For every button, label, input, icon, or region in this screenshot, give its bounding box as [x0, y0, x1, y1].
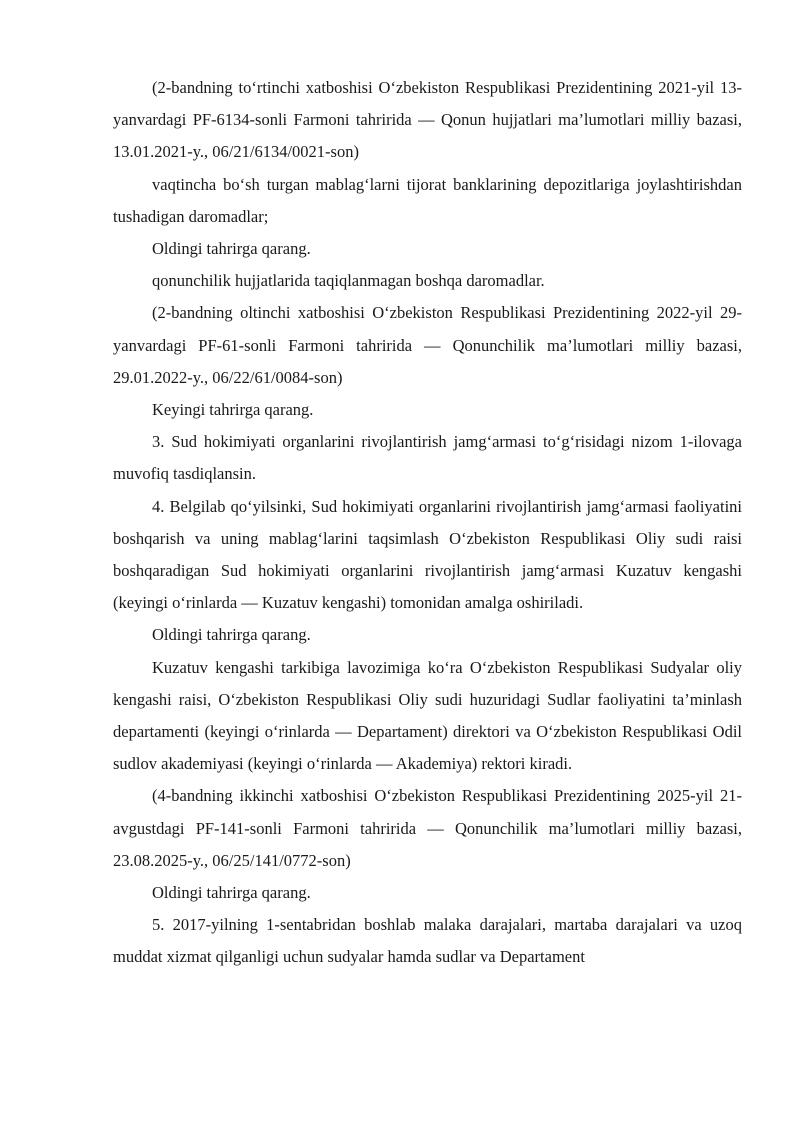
paragraph-other-income: qonunchilik hujjatlarida taqiqlanmagan boshqa daromadlar. — [152, 271, 545, 291]
paragraph-item-4: 4. Belgilab qo‘yilsinki, Sud hokimiyati organlarini rivojlantirish jamg‘armasi faoliyatini boshqarish va uning mablag‘larini taqsimlash O‘zbekiston Respublikasi Oliy sudi raisi boshqaradigan Sud hokimiyati organlarini rivojlantirish jamg‘armasi Kuzatuv kengashi (keyingi o‘rinlarda — Kuzatuv kengashi) tomonidan amalga oshiriladi. — [113, 496, 742, 613]
document-page — [113, 72, 742, 974]
paragraph-deposit-income: vaqtincha bo‘sh turgan mablag‘larni tijorat banklarining depozitlariga joylashtirishdan tushadigan daromadlar; — [113, 174, 742, 226]
paragraph-amendment-note-2-4: (2-bandning to‘rtinchi xatboshisi O‘zbekiston Respublikasi Prezidentining 2021-yil 13-yanvardagi PF-6134-sonli Farmoni tahririda — Qonun hujjatlari ma’lumotlari milliy bazasi, 13.01.2021-y., 06/21/6134/0021-son) — [113, 78, 742, 162]
paragraph-amendment-note-2-6: (2-bandning oltinchi xatboshisi O‘zbekiston Respublikasi Prezidentining 2022-yil 29-yanvardagi PF-61-sonli Farmoni tahririda — Qonunchilik ma’lumotlari milliy bazasi, 29.01.2022-y., 06/22/61/0084-son) — [113, 303, 742, 387]
paragraph-amendment-note-4-2: (4-bandning ikkinchi xatboshisi O‘zbekiston Respublikasi Prezidentining 2025-yil 21-avgustdagi PF-141-sonli Farmoni tahririda — Qonunchilik ma’lumotlari milliy bazasi, 23.08.2025-y., 06/25/141/0772-son) — [113, 786, 742, 870]
link-next-edition[interactable]: Keyingi tahrirga qarang. — [152, 400, 314, 420]
link-previous-edition[interactable]: Oldingi tahrirga qarang. — [152, 883, 311, 903]
link-previous-edition[interactable]: Oldingi tahrirga qarang. — [152, 239, 311, 259]
link-previous-edition[interactable]: Oldingi tahrirga qarang. — [152, 625, 311, 645]
paragraph-supervisory-board-composition: Kuzatuv kengashi tarkibiga lavozimiga ko‘ra O‘zbekiston Respublikasi Sudyalar oliy kengashi raisi, O‘zbekiston Respublikasi Oliy sudi huzuridagi Sudlar faoliyatini ta’minlash departamenti (keyingi o‘rinlarda — Departament) direktori va O‘zbekiston Respublikasi Odil sudlov akademiyasi (keyingi o‘rinlarda — Akademiya) rektori kiradi. — [113, 657, 742, 774]
paragraph-item-5: 5. 2017-yilning 1-sentabridan boshlab malaka darajalari, martaba darajalari va uzoq muddat xizmat qilganligi uchun sudyalar hamda sudlar va Departament — [113, 915, 742, 967]
paragraph-item-3: 3. Sud hokimiyati organlarini rivojlantirish jamg‘armasi to‘g‘risidagi nizom 1-ilovaga muvofiq tasdiqlansin. — [113, 432, 742, 484]
